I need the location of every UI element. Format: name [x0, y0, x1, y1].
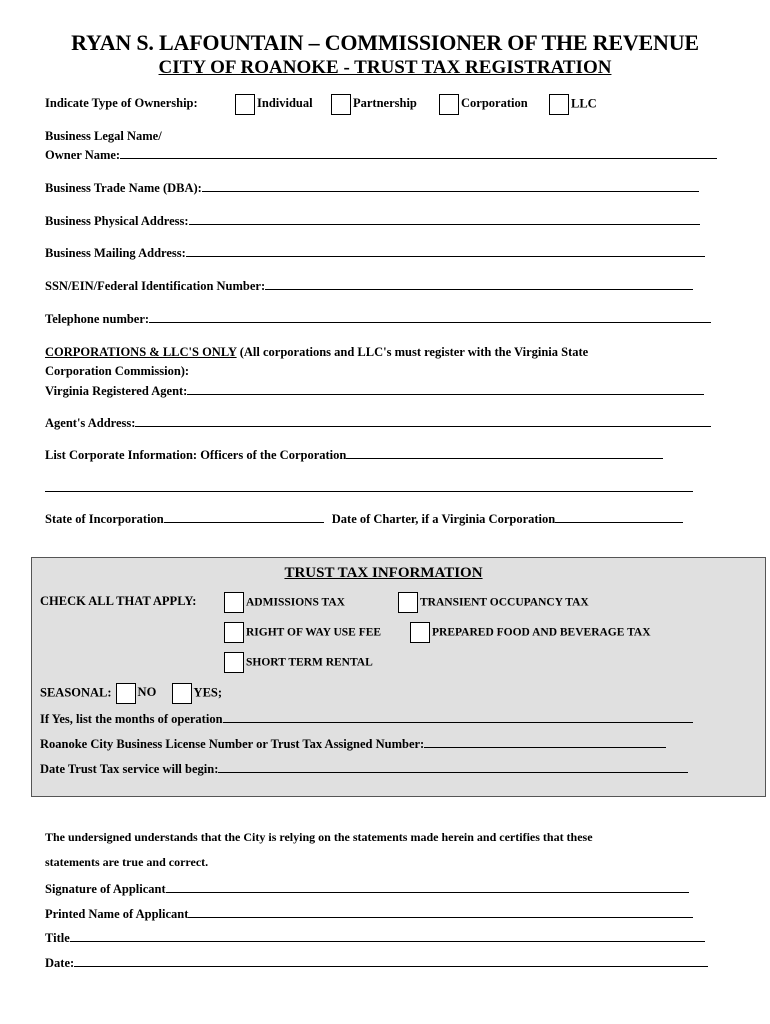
physical-address-label: Business Physical Address: [45, 214, 189, 228]
signature-field[interactable] [166, 880, 689, 893]
date-row [45, 954, 708, 971]
license-number-row [40, 735, 666, 752]
admissions-checkbox[interactable] [224, 592, 244, 613]
certification-line2: statements are true and correct. [45, 855, 209, 869]
months-label: If Yes, list the months of operation [40, 712, 223, 726]
seasonal-row [40, 683, 222, 704]
seasonal-yes-checkbox[interactable] [172, 683, 192, 704]
signature-row [45, 880, 689, 897]
legal-name-row [45, 146, 717, 163]
physical-address-row [45, 212, 700, 229]
title-label: Title [45, 931, 70, 945]
page-title: RYAN S. LAFOUNTAIN – COMMISSIONER OF THE REVENUE [71, 30, 699, 55]
transient-checkbox[interactable] [398, 592, 418, 613]
llc-checkbox[interactable] [549, 94, 569, 115]
corporation-label: Corporation [461, 96, 528, 111]
legal-name-field[interactable] [120, 146, 717, 159]
short-term-checkbox[interactable] [224, 652, 244, 673]
charter-date-label: Date of Charter, if a Virginia Corporation [331, 512, 556, 526]
llc-label: LLC [571, 96, 597, 111]
transient-option [398, 592, 589, 613]
admissions-option [224, 592, 345, 613]
form-subtitle: CITY OF ROANOKE - TRUST TAX REGISTRATION [158, 57, 612, 78]
check-all-label: CHECK ALL THAT APPLY: [40, 594, 197, 608]
partnership-checkbox[interactable] [331, 94, 351, 115]
partnership-label: Partnership [353, 96, 417, 111]
mailing-address-label: Business Mailing Address: [45, 246, 186, 260]
corporate-info-field[interactable] [346, 446, 663, 459]
admissions-label: ADMISSIONS TAX [246, 596, 345, 609]
title-field[interactable] [70, 929, 705, 942]
corporations-heading: CORPORATIONS & LLC'S ONLY [45, 345, 237, 359]
printed-name-row [45, 905, 693, 922]
incorporation-row [45, 510, 683, 527]
prepared-food-checkbox[interactable] [410, 622, 430, 643]
mailing-address-field[interactable] [186, 244, 705, 257]
months-field[interactable] [223, 710, 693, 723]
legal-name-label: Owner Name: [45, 148, 121, 162]
ownership-label: Indicate Type of Ownership: [45, 96, 198, 111]
service-begin-row [40, 760, 688, 777]
seasonal-no-checkbox[interactable] [116, 683, 136, 704]
corporate-info-label: List Corporate Information: Officers of the Corporation [45, 448, 347, 462]
transient-label: TRANSIENT OCCUPANCY TAX [420, 596, 589, 609]
mailing-address-row [45, 244, 705, 261]
short-term-label: SHORT TERM RENTAL [246, 656, 373, 669]
right-of-way-option [224, 622, 381, 643]
physical-address-field[interactable] [189, 212, 700, 225]
signature-label: Signature of Applicant [45, 882, 166, 896]
state-incorporation-field[interactable] [164, 510, 324, 523]
individual-label: Individual [257, 96, 313, 111]
corporations-note-line2: Corporation Commission): [45, 364, 190, 378]
trade-name-row [45, 179, 699, 196]
seasonal-no-label: NO [137, 685, 157, 700]
short-term-option [224, 652, 373, 673]
date-label: Date: [45, 956, 75, 970]
date-field[interactable] [74, 954, 708, 967]
registered-agent-label: Virginia Registered Agent: [45, 384, 188, 398]
corporations-note-text: (All corporations and LLC's must register with the Virginia State [236, 345, 589, 359]
right-of-way-label: RIGHT OF WAY USE FEE [246, 626, 382, 639]
individual-checkbox[interactable] [235, 94, 255, 115]
state-incorporation-label: State of Incorporation [45, 512, 164, 526]
printed-name-label: Printed Name of Applicant [45, 907, 189, 921]
title-row [45, 929, 705, 946]
printed-name-field[interactable] [188, 905, 693, 918]
service-begin-field[interactable] [218, 760, 688, 773]
trust-tax-title: TRUST TAX INFORMATION [284, 565, 483, 581]
agent-address-label: Agent's Address: [45, 416, 136, 430]
ssn-ein-label: SSN/EIN/Federal Identification Number: [45, 279, 266, 293]
agent-address-field[interactable] [135, 414, 711, 427]
corporations-note [45, 345, 588, 360]
registered-agent-row [45, 382, 704, 399]
telephone-label: Telephone number: [45, 312, 150, 326]
telephone-field[interactable] [149, 310, 711, 323]
months-row [40, 710, 693, 727]
license-number-field[interactable] [424, 735, 666, 748]
trade-name-label: Business Trade Name (DBA): [45, 181, 202, 195]
seasonal-yes-label: YES; [193, 685, 223, 700]
service-begin-label: Date Trust Tax service will begin: [40, 762, 219, 776]
license-number-label: Roanoke City Business License Number or Trust Tax Assigned Number: [40, 737, 425, 751]
corporate-info-row [45, 446, 663, 463]
charter-date-field[interactable] [555, 510, 683, 523]
registered-agent-field[interactable] [187, 382, 704, 395]
legal-name-label-line1: Business Legal Name/ [45, 129, 162, 143]
agent-address-row [45, 414, 711, 431]
ssn-ein-row [45, 277, 693, 294]
prepared-food-option [410, 622, 651, 643]
ssn-ein-field[interactable] [265, 277, 693, 290]
corporation-checkbox[interactable] [439, 94, 459, 115]
certification-line1: The undersigned understands that the City is relying on the statements made herein and certifies that these [45, 830, 593, 844]
trade-name-field[interactable] [202, 179, 699, 192]
ownership-row [45, 94, 597, 115]
telephone-row [45, 310, 711, 327]
seasonal-label: SEASONAL: [40, 685, 112, 700]
prepared-food-label: PREPARED FOOD AND BEVERAGE TAX [432, 626, 651, 639]
right-of-way-checkbox[interactable] [224, 622, 244, 643]
corporate-info-extra-line[interactable] [45, 491, 693, 492]
